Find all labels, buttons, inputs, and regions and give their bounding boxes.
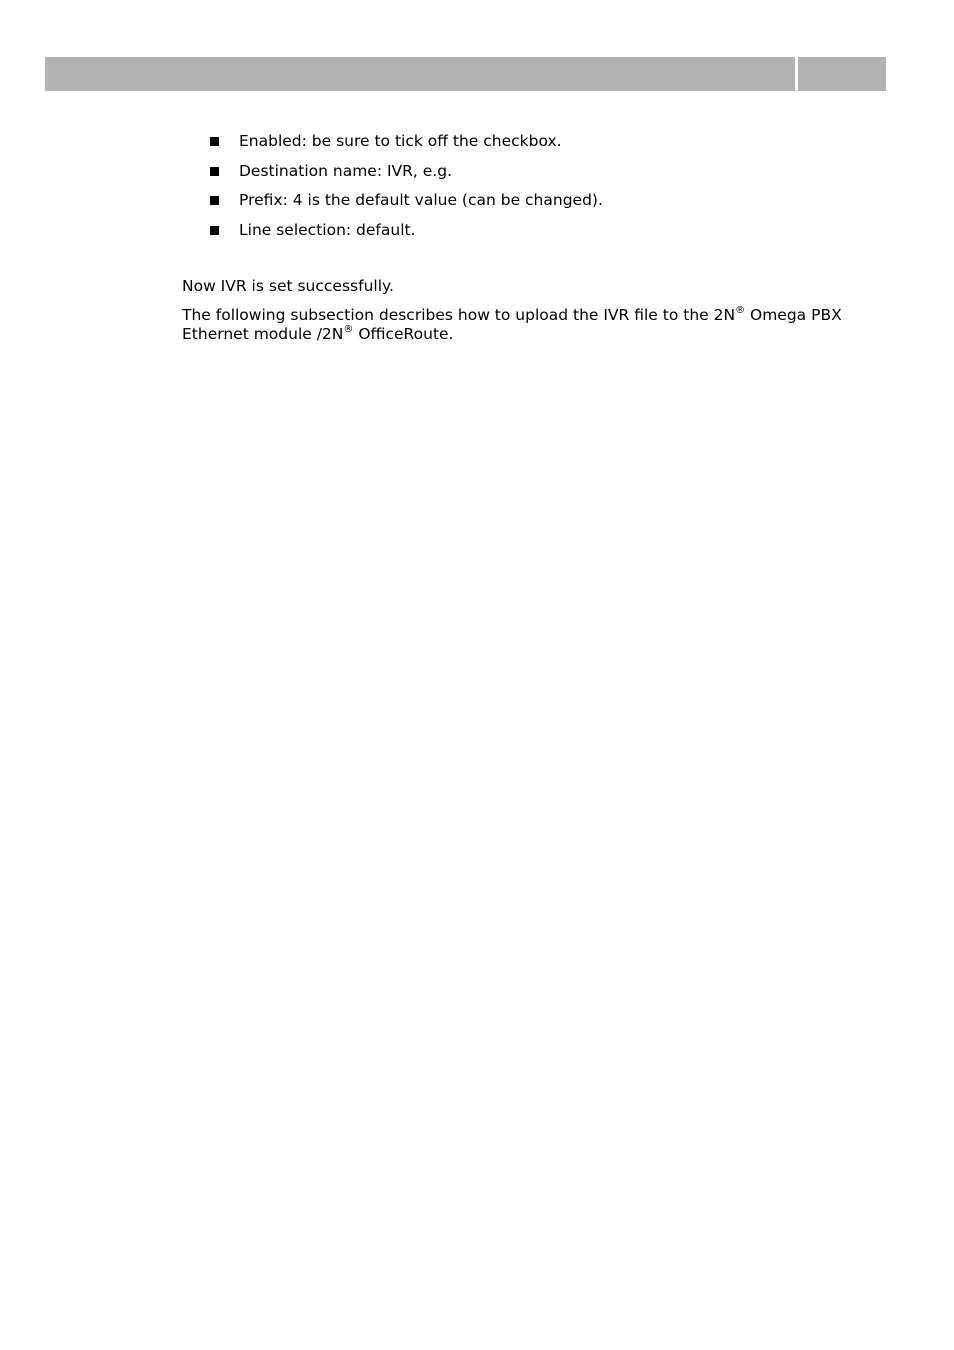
- settings-list: [210, 130, 603, 248]
- square-bullet-icon: [210, 137, 219, 146]
- description-text: Omega PBX: [745, 306, 842, 324]
- description-text: The following subsection describes how to upload the IVR file to the 2N: [182, 306, 736, 324]
- list-item: [210, 130, 603, 160]
- list-item-text: Prefix: 4 is the default value (can be changed).: [239, 191, 603, 209]
- description-paragraph: [182, 306, 842, 344]
- list-item-text: Destination name: IVR, e.g.: [239, 161, 453, 180]
- header-page-box: [798, 57, 886, 91]
- square-bullet-icon: [210, 226, 219, 235]
- registered-mark: ®: [343, 323, 354, 335]
- list-item-text: Enabled: be sure to tick off the checkbox.: [239, 132, 562, 150]
- description-text: Ethernet module /2N: [182, 325, 344, 343]
- header-bar: [45, 57, 795, 91]
- list-item: [210, 219, 603, 249]
- status-paragraph: Now IVR is set successfully.: [182, 277, 394, 295]
- description-text: OfficeRoute.: [353, 325, 454, 343]
- registered-mark: ®: [735, 304, 746, 316]
- list-item: [210, 189, 603, 219]
- list-item-text: Line selection: default.: [239, 220, 416, 239]
- square-bullet-icon: [210, 196, 219, 205]
- list-item: [210, 160, 603, 190]
- square-bullet-icon: [210, 167, 219, 176]
